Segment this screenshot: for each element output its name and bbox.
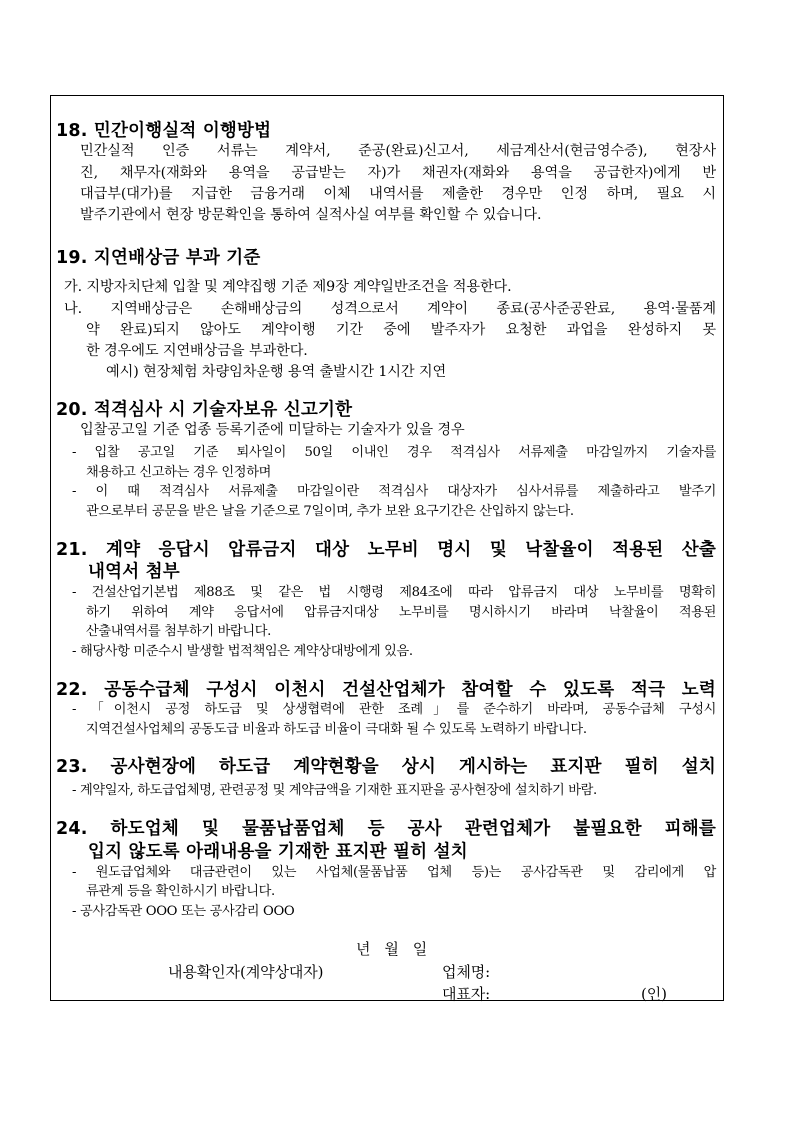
section-21-line: 하기 위하여 계약 응답서에 압류금지대상 노무비를 명시하시기 바라며 낙찰율이 적용된 (86, 605, 716, 620)
section-18-line: 발주기관에서 현장 방문확인을 통하여 실적사실 여부를 확인할 수 있습니다. (80, 207, 542, 223)
section-20-heading: 20. 적격심사 시 기술자보유 신고기한 (56, 400, 353, 420)
section-21-heading: 21. 계약 응답시 압류금지 대상 노무비 명시 및 낙찰율이 적용된 산출 (56, 540, 716, 560)
section-22-line: - 「이천시 공정 하도급 및 상생협력에 관한 조례」를 준수하기 바라며, 공동수급체 구성시 (72, 702, 716, 717)
section-18-heading: 18. 민간이행실적 이행방법 (56, 121, 272, 141)
signature-rep-label: 대표자: (442, 985, 491, 1003)
section-24-line: - 공사감독관 OOO 또는 공사감리 OOO (72, 904, 295, 919)
section-24-heading: 24. 하도업체 및 물품납품업체 등 공사 관련업체가 불필요한 피해를 (56, 819, 716, 839)
section-22-heading: 22. 공동수급체 구성시 이천시 건설산업체가 참여할 수 있도록 적극 노력 (56, 680, 716, 700)
signature-company-label: 업체명: (442, 963, 491, 981)
section-18-line: 대급부(대가)를 지급한 금융거래 이체 내역서를 제출한 경우만 인정 하며, 필요 시 (80, 186, 716, 202)
section-24-line: - 원도급업체와 대금관련이 있는 사업체(물품납품 업체 등)는 공사감독관 및 감리에게 압 (72, 865, 716, 880)
section-19-line: 약 완료)되지 않아도 계약이행 기간 중에 발주자가 요청한 과업을 완성하지 못 (86, 322, 716, 338)
section-20-line: - 이 때 적격심사 서류제출 마감일이란 적격심사 대상자가 심사서류를 제출하라고 발주기 (72, 484, 716, 499)
section-20-line: 채용하고 신고하는 경우 인정하며 (86, 465, 271, 480)
section-21-line: 산출내역서를 첨부하기 바랍니다. (86, 624, 271, 639)
section-18-line: 진, 채무자(재화와 용역을 공급받는 자)가 채권자(재화와 용역을 공급한자)에게 반 (80, 165, 716, 181)
section-19-line: 나. 지역배상금은 손해배상금의 성격으로서 계약이 종료(공사준공완료, 용역·물품계 (64, 301, 716, 317)
section-22-line: 지역건설사업체의 공동도급 비율과 하도급 비율이 극대화 될 수 있도록 노력하기 바랍니다. (86, 722, 587, 737)
section-21-line: - 해당사항 미준수시 발생할 법적책임은 계약상대방에게 있음. (72, 644, 413, 659)
section-24-line: 류관계 등을 확인하시기 바랍니다. (86, 884, 275, 899)
signature-seal: (인) (641, 985, 667, 1003)
signature-date: 년 월 일 (356, 940, 428, 958)
section-20-line: 입찰공고일 기준 업종 등록기준에 미달하는 기술자가 있을 경우 (80, 422, 465, 438)
section-20-line: 관으로부터 공문을 받은 날을 기준으로 7일이며, 추가 보완 요구기간은 산입하지 않는다. (86, 504, 574, 519)
section-18-line: 민간실적 인증 서류는 계약서, 준공(완료)신고서, 세금계산서(현금영수증), 현장사 (80, 143, 716, 159)
signature-confirmer-label: 내용확인자(계약상대자) (168, 963, 324, 981)
section-24-heading-cont: 입지 않도록 아래내용을 기재한 표지판 필히 설치 (88, 842, 468, 862)
section-19-heading: 19. 지연배상금 부과 기준 (56, 248, 261, 268)
section-21-line: - 건설산업기본법 제88조 및 같은 법 시행령 제84조에 따라 압류금지 대상 노무비를 명확히 (72, 585, 716, 600)
section-19-line: 한 경우에도 지연배상금을 부과한다. (86, 343, 308, 359)
section-20-line: - 입찰 공고일 기준 퇴사일이 50일 이내인 경우 적격심사 서류제출 마감일까지 기술자를 (72, 445, 716, 460)
section-23-line: - 계약일자, 하도급업체명, 관련공정 및 계약금액을 기재한 표지판을 공사현장에 설치하기 바람. (72, 783, 597, 798)
section-19-line: 가. 지방자치단체 입찰 및 계약집행 기준 제9장 계약일반조건을 적용한다. (64, 279, 512, 295)
section-23-heading: 23. 공사현장에 하도급 계약현황을 상시 게시하는 표지판 필히 설치 (56, 757, 716, 777)
section-21-heading-cont: 내역서 첨부 (88, 562, 180, 582)
section-19-line: 예시) 현장체험 차량임차운행 용역 출발시간 1시간 지연 (106, 364, 447, 380)
